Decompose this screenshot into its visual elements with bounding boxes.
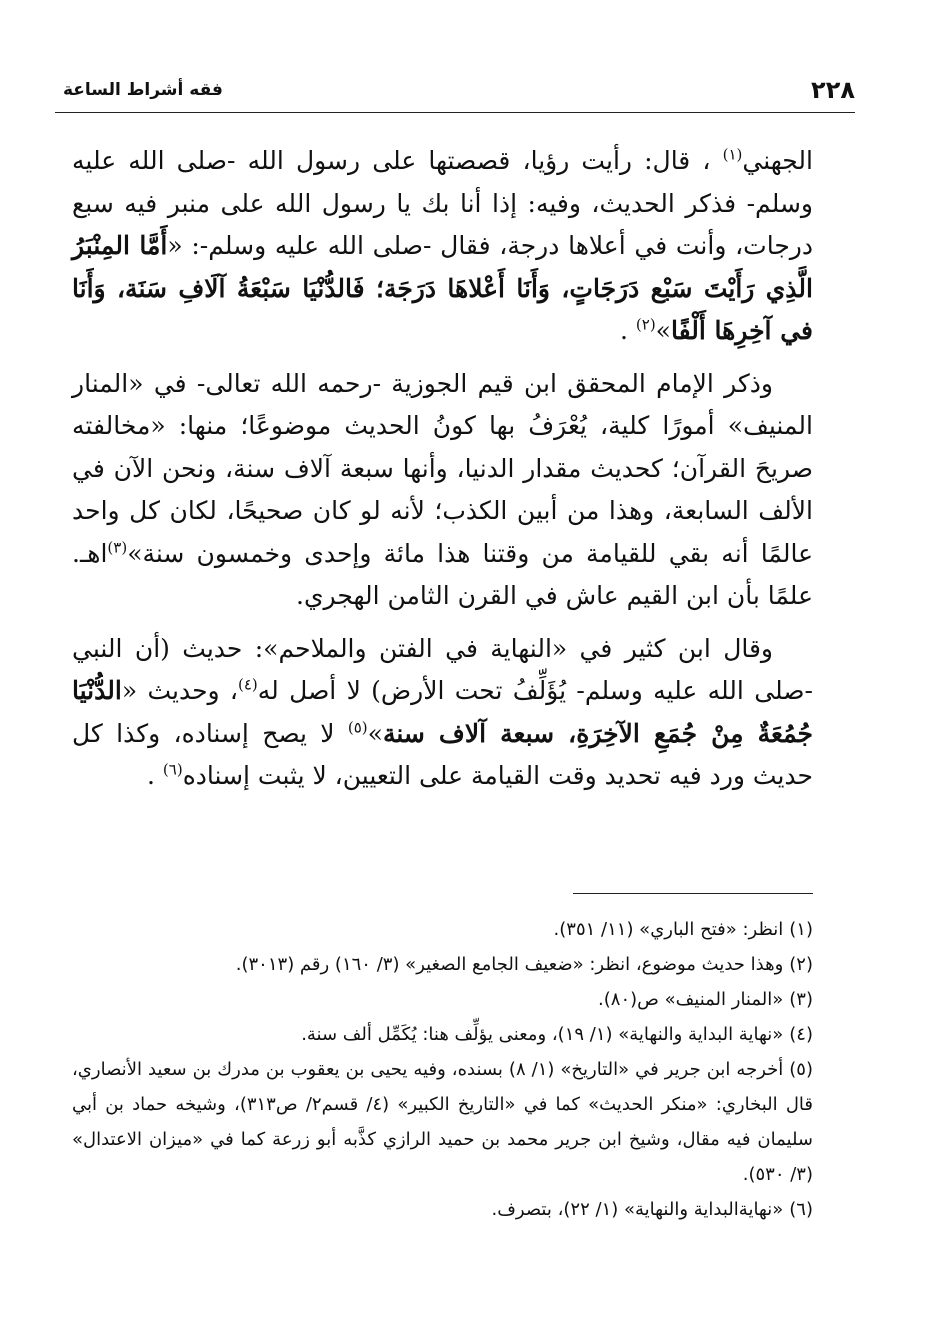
text-run: اهـ. علمًا بأن ابن القيم عاش في القرن الثامن الهجري. xyxy=(72,538,813,610)
footnote-ref-5: (٥) xyxy=(347,718,368,737)
hadith-quote: أَمَّا المِنْبَرُ الَّذِي رَأَيْتَ سَبْع دَرَجَاتٍ، وَأَنَا أَعْلاهَا دَرَجَة؛ فَالدُّنْيَا سَبْعَةُ آلَافِ سَنَة، وَأَنَا في آخِرِهَا أَلْفًا xyxy=(72,231,813,345)
paragraph-1 xyxy=(72,140,813,353)
footnote-6 xyxy=(72,1192,813,1227)
footnote-3 xyxy=(72,982,813,1017)
text-run: ، قال: رأيت رؤيا، قصصتها على رسول الله -صلى الله عليه وسلم- فذكر الحديث، وفيه: إذا أنا بك يا رسول الله على منبر فيه سبع درجات، وأنت في أعلاها درجة، فقال -صلى الله عليه وسلم-: « xyxy=(72,146,813,260)
footnotes xyxy=(72,912,813,1227)
text-run: وقال ابن كثير في «النهاية في الفتن والملاحم»: حديث (أن النبي -صلى الله عليه وسلم- يُؤَلِّفُ تحت الأرض) لا أصل له xyxy=(72,633,813,705)
footnote-text: وهذا حديث موضوع، انظر: «ضعيف الجامع الصغير» (٣/ ١٦٠) رقم (٣٠١٣). xyxy=(235,954,784,975)
footnote-ref-6: (٦) xyxy=(162,760,183,779)
footnote-text: انظر: «فتح الباري» (١١/ ٣٥١). xyxy=(553,919,784,940)
text-run: » xyxy=(655,316,671,345)
text-run: ، وحديث « xyxy=(121,676,238,705)
text-run: وذكر الإمام المحقق ابن قيم الجوزية -رحمه الله تعالى- في «المنار المنيف» أمورًا كلية، يُعْرَفُ بها كونُ الحديث موضوعًا؛ منها: «مخالفته صريحَ القرآن؛ كحديث مقدار الدنيا، وأنها سبعة آلاف سنة، ونحن الآن في الألف السابعة، وهذا من أبين الكذب؛ لأنه لو كان صحيحًا، لكان كل واحد عالمًا أنه بقي للقيامة من وقتنا هذا مائة وإحدى وخمسون سنة» xyxy=(72,368,813,568)
footnote-number: (٢) xyxy=(789,954,813,975)
footnote-ref-4: (٤) xyxy=(238,675,258,694)
page-number: ٢٢٨ xyxy=(811,76,855,104)
text-run: . xyxy=(619,316,636,345)
footnote-2 xyxy=(72,947,813,982)
footnote-ref-2: (٢) xyxy=(635,315,656,334)
footnote-number: (٣) xyxy=(789,989,813,1010)
text-run: الجهني xyxy=(742,146,813,175)
text-run: . xyxy=(147,761,163,790)
footnote-4 xyxy=(72,1017,813,1052)
hadith-quote: الدُّنْيَا جُمُعَةٌ مِنْ جُمَعِ الآخِرَةِ، سبعة آلاف سنة xyxy=(72,676,814,748)
footnote-text: «نهايةالبداية والنهاية» (١/ ٢٢)، بتصرف. xyxy=(491,1199,784,1220)
text-run: » xyxy=(367,718,383,748)
main-text xyxy=(72,140,813,808)
running-title: فقه أشراط الساعة xyxy=(63,80,223,100)
footnote-number: (١) xyxy=(789,919,813,940)
footnote-text: «المنار المنيف» ص(٨٠). xyxy=(598,989,784,1010)
footnote-number: (٤) xyxy=(789,1024,813,1045)
footnote-ref-3: (٣) xyxy=(107,538,128,557)
footnote-1 xyxy=(72,912,813,947)
footnote-divider xyxy=(573,893,813,894)
paragraph-3 xyxy=(72,628,813,798)
paragraph-2 xyxy=(72,363,813,618)
footnote-text: «نهاية البداية والنهاية» (١/ ١٩)، ومعنى يؤلِّف هنا: يُكَمِّل ألف سنة. xyxy=(301,1024,784,1045)
page-header xyxy=(55,72,855,113)
footnote-number: (٥) xyxy=(789,1059,813,1080)
footnote-5 xyxy=(72,1052,813,1192)
footnote-number: (٦) xyxy=(789,1199,813,1220)
footnote-ref-1: (١) xyxy=(722,145,743,164)
text-run: لا يصح إسناده، وكذا كل حديث ورد فيه تحديد وقت القيامة على التعيين، لا يثبت إسناده xyxy=(72,718,813,790)
footnote-text: أخرجه ابن جرير في «التاريخ» (١/ ٨) بسنده، وفيه يحيى بن يعقوب بن مدرك بن سعيد الأنصاري، قال البخاري: «منكر الحديث» كما في «التاريخ الكبير» (٤/ قسم٢/ ص٣١٣)، وشيخه حماد بن أبي سليمان فيه مقال، وشيخ ابن جرير محمد بن حميد الرازي كذَّبه أبو زرعة كما في «ميزان الاعتدال» (٣/ ٥٣٠). xyxy=(72,1059,813,1185)
